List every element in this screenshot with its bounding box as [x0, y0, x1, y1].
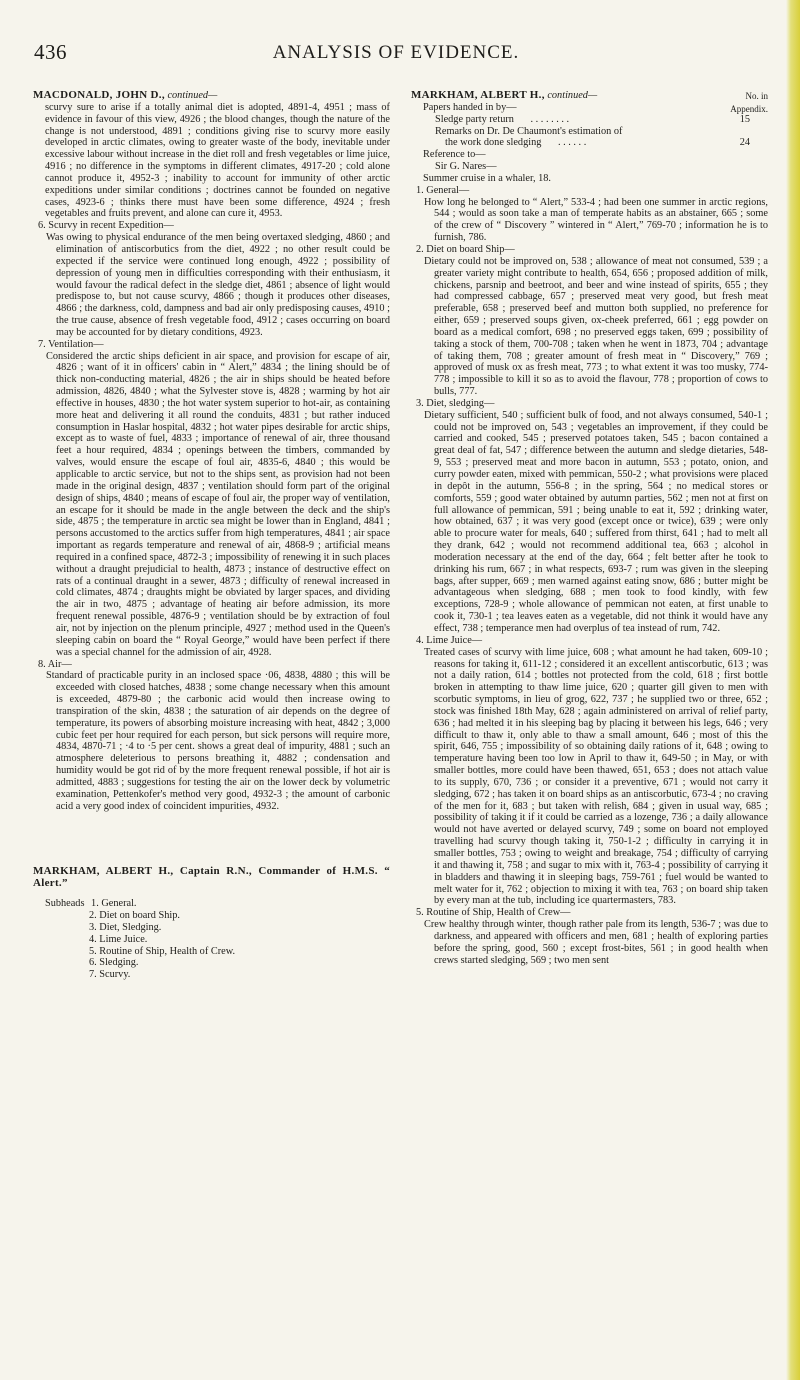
reference-title: Reference to— [423, 149, 486, 161]
reference-body: Sir G. Nares— [435, 161, 497, 173]
section-body-2: Dietary could not be improved on, 538 ; allowance of meat not consumed, 539 ; a greater variety might contribute to health, 654, 656 ; proposed addition of milk, chickens, parsnip and beetroot, and beer and wine instead of spirits, 655 ; they had compressed cabbage, 657 ; preserved meat very good, but fresh meat preferable, 658 ; preserved beef and mutton both supplied, no preference for either, 659 ; preserved soups given, ox-cheek preferred, 661 ; egg powder on board as a medical comfort, 698 ; no preserved eggs taken, 699 ; possibility of taking a stock of them, 700-708 ; taken when he went in 1873, 704 ; advantage of taking them, 708 ; greater amount of fresh meat in “ Discovery,” 769 ; approved of musk ox as fresh meat, 773 ; to what extent it was too musky, 774-778 ; impossible to kill it so as to avoid the flavour, 778 ; proportion of cows to bulls, 777. [424, 255, 768, 398]
section-title-1: 1. General— [416, 184, 470, 196]
section-title-8: 8. Air— [38, 658, 72, 670]
entry-continued: continued— [167, 90, 218, 101]
entry-heading-macdonald [33, 90, 390, 102]
section-body-6: Was owing to physical endurance of the men being overtaxed sledging, 4860 ; and elimination of antiscorbutics from the diet, 4922 ; no other result could be expected if the service were continued long enough, 4922 ; possibility of depression of young men in difficulties corresponding with their enthusiasm, it would favour the radical defect in the sledge diet, 4861 ; absence of light would predispose to, but not cause scurvy, 4866 ; though it produces other diseases, 4866 ; the darkness, cold, dampness and bad air only predisposing causes, 4910 ; the true cause, absence of fresh vegetable food, 4912 ; cases occurring on board may be accounted for by dietary conditions, 4923. [46, 232, 390, 338]
paper-row [411, 137, 768, 149]
section-title-6: 6. Scurvy in recent Expedition— [38, 220, 174, 232]
entry-heading-markham [33, 866, 390, 890]
section-title-7: 7. Ventilation— [38, 338, 104, 350]
subhead-item: 6. Sledging. [89, 957, 139, 969]
entry-name: MACDONALD, JOHN D., [33, 89, 165, 101]
section-body-7: Considered the arctic ships deficient in air space, and provision for escape of air, 4826 ; want of it in officers' cabin in “ Alert,” 4834 ; the lining should be of thick non-conducting material, 4826 ; the air in ships should be heated before admission, 4826, 4840 ; what the Sylvester stove is, 4828 ; warming by hot air effective in houses, 4830 ; the hot water system superior to hot-air, as containing more heat and delivering it all round the conduits, 4831 ; but rather induced consumption in Haslar hospital, 4832 ; hot water pipes desirable for arctic ships, except as to waste of fuel, 4833 ; importance of renewal of air, three thousand feet a hour required, 4834 ; openings between the timbers, commanded by valves, would ensure the escape of foul air, 4835-6, 4840 ; this would be applicable to arctic service, but not to the ships sent, as provision had not been made in the original design, 4837 ; ventilation should form part of the original design of ships, 4840 ; means of escape of foul air, the proper way of ventilation, an escape for it should be made in the angle between the deck and the ship's side, 4875 ; the temperature in arctic sea might be lower than in England, 4841 ; persons accustomed to the arctics suffer from high temperatures, 4841 ; air space important as regards temperature and renewal of air, 4868-9 ; artificial means required in a confined space, 4872-3 ; impossibility of renewing it in such places without a draught prejudicial to health, 4873 ; instance of destructive effect on rats of a continual draught in a sewer, 4873 ; difficulty of renewal increased in cold climates, 4874 ; draughts might be obviated by larger spaces, and dividing the air in two, 4875 ; advantage of heating air before admission, its more frequent renewal possible, 4876-9 ; ventilation should be by extraction of foul air, not by injection on the plenum principle, 4927 ; method used in the Queen's sleeping cabin on board the “ Royal George,” would have been perfect if there was a special channel for the admission of air, 4928. [46, 350, 390, 658]
subheads-label: Subheads [45, 898, 85, 910]
section-title-2: 2. Diet on board Ship— [416, 243, 515, 255]
page-edge-shading [786, 0, 800, 1380]
continued-heading-row [411, 90, 768, 102]
subhead-item: 4. Lime Juice. [89, 933, 148, 945]
subheads-first-row [45, 898, 390, 910]
subhead-item: 2. Diet on board Ship. [89, 910, 180, 921]
paper-label: the work done sledging [445, 137, 542, 149]
section-body-4: Treated cases of scurvy with lime juice, 608 ; what amount he had taken, 609-10 ; reasons for taking it, 611-12 ; considered it an excellent antiscorbutic, 613 ; was not a daily ration, 614 ; bottles not protected from the cold, 618 ; first bottle broken in attempting to thaw lime juice, 620 ; quarter gill given to men with scorbutic symptoms, in lieu of grog, 622, 737 ; he supplied two or three, 652 ; stock was finished 18th May, 628 ; again administered on arrival of relief party, 636 ; had melted it in his sleeping bag by placing it between his legs, 646 ; very difficult to thaw it, only able to thaw a small amount, 646 ; most of this the spirit, 646, 755 ; impossibility of so obtaining daily rations of it, 648 ; owing to temperature having been too low in April to thaw it, 649-50 ; in May, or with smaller bottles, more could have been thawed, 651, 653 ; does not attach value to its supply, 670, 736 ; or consider it a preventive, 671 ; would not carry it sledging, 672 ; has taken it on board ships as an antiscorbutic, 673-4 ; no craving of the men for it, 683 ; but taken with relish, 684 ; given in usual way, 685 ; possibility of taking it if it could be carried as a lozenge, 736 ; a daily allowance would not have averted or delayed scurvy, 749 ; some on board not employed travelling had scurvy though taking it, 750-1-2 ; difficulty in carrying it in smaller bottles, 753 ; owing to weight and breakage, 754 ; difficulty of carrying it and thawing it, 758 ; and sugar to mix with it, 763-4 ; possibility of carrying it in bladders and thawing it in sleeping bags, 759-761 ; fuel would be wanted to melt water for it, 762 ; objection to mixing it with tea, 763 ; on board ship taken by every man at the tub, including ice quartermasters, 783. [424, 646, 768, 907]
section-body-3: Dietary sufficient, 540 ; sufficient bulk of food, and not always consumed, 540-1 ; could not be improved on, 543 ; vegetables an improvement, if they could be carried and cooked, 545 ; preserved potatoes taken, 545 ; bacon contained a great deal of fat, 547 ; difference between the autumn and sledge dietaries, 548-9, 553 ; preserved meat and more bacon in autumn, 553 ; potato, onion, and curry powder eaten, mixed with pemmican, 550-2 ; what provisions were placed in depôt in the autumn, 556-8 ; in the spring, 564 ; no medical stores or comforts, 559 ; good water obtained by autumn parties, 562 ; men not at first on full allowance of pemmican, 591 ; being unable to eat it, 592 ; drinking water, how obtained, 637 ; it was very good (except once or twice), 639 ; were only able to procure water for meals, 640 ; suffered from thirst, 641 ; had to melt all they drank, 642 ; would not recommend additional tea, 663 ; alcohol in moderation necessary at the end of the day, 664 ; felt better after he took to drinking his rum, 667 ; in what respects, 693-7 ; rum was given in the sleeping bags, after supper, 669 ; men warned against eating snow, 686 ; butter might be advantageous when sledging, 688 ; men took to food kindly, with few exceptions, 728-9 ; whole allowance of pemmican not eaten, at first unable to cook it, 730-1 ; tea leaves eaten as a vegetable, did not think it would have any effect, 738 ; temperance men had overplus of tea instead of rum, 742. [424, 409, 768, 634]
section-title-5: 5. Routine of Ship, Health of Crew— [416, 907, 571, 919]
section-body-8: Standard of practicable purity in an inclosed space ·06, 4838, 4880 ; this will be exceeded with closed hatches, 4838 ; some change necessary when this amount is exceeded, 4879-80 ; the carbonic acid would then increase owing to transpiration of the skin, 4838 ; the saturation of air depends on the degree of temperature, its powers of absorbing moisture increasing with heat, 4842 ; 3,000 cubic feet per hour required for each person, but sick persons will require more, 4834, 4870-71 ; ·4 to ·5 per cent. shows a great deal of impurity, 4881 ; such an atmosphere deleterious to persons breathing it, 4882 ; condensation and humidity would be got rid of by the more frequent renewal possible, if hot air is admitted, 4883 ; suggestions for testing the air on the lower deck by volumetric examination, Pettenkofer's method very good, 4932-3 ; the amount of carbonic acid a very good index of coincident impurities, 4932. [46, 670, 390, 812]
paper-appendix-number: 24 [739, 137, 750, 149]
entry-name-markham: MARKHAM, ALBERT H., Captain R.N., Commander of H.M.S. “ Alert.” [33, 865, 390, 890]
entry-heading-markham-cont [411, 90, 768, 102]
papers-title: Papers handed in by— [423, 101, 517, 113]
subhead-item: 5. Routine of Ship, Health of Crew. [89, 945, 236, 957]
entry-intro: scurvy sure to arise if a totally animal diet is adopted, 4891-4, 4951 ; mass of evidence in favour of this view, 4926 ; the blood changes, though the nature of the change is not understood, 4891 ; conditions giving rise to scurvy more easily developed in arctic climates, owing to greater waste of the body, inevitable under excessive labour without increase in the diet roll and fresh vegetables or lime juice, 4916 ; no difference in the symptoms in different climates, 4917-20 ; cold alone cannot produce it, 4952-3 ; inability to account for immunity of other arctic expeditions under similar conditions ; doctrines cannot be founded on negative cases, 4923-6 ; thinks there must have been some difference, 4924 ; fresh vegetables and fruits prevent, and alone can cure it, 4953. [45, 101, 390, 220]
subheads-list [33, 898, 390, 981]
summer-cruise: Summer cruise in a whaler, 18. [423, 172, 551, 184]
paper-row [411, 126, 768, 138]
entry-gap [33, 812, 390, 866]
entry-name: MARKHAM, ALBERT H., [411, 89, 545, 101]
running-head: ANALYSIS OF EVIDENCE. [272, 42, 520, 63]
section-title-3: 3. Diet, sledging— [416, 397, 495, 409]
no-in-label: No. in [745, 91, 768, 101]
section-body-1: How long he belonged to “ Alert,” 533-4 ; had been one summer in arctic regions, 544 ; would as soon take a man of temperate habits as an abstainer, 665 ; some of the crew of “ Discovery ” wintered in “ Alert,” 769-70 ; information he is to furnish, 786. [424, 196, 768, 244]
subhead-item: 7. Scurvy. [89, 969, 131, 981]
paper-row [411, 114, 768, 126]
right-column [411, 90, 768, 966]
section-title-4: 4. Lime Juice— [416, 634, 483, 646]
section-body-5: Crew healthy through winter, though rather pale from its length, 536-7 ; was due to darkness, and appeared with officers and men, 681 ; health of exploring parties before the spring, good, 560 ; except frost-bites, 561 ; in good health when crews started sledging, 569 ; two men sent [424, 919, 768, 966]
subhead-item: 3. Diet, Sledging. [89, 921, 162, 933]
page-header [26, 40, 766, 66]
appendix-label: Appendix. [730, 103, 768, 114]
subhead-item: 1. General. [91, 898, 137, 910]
paper-leaders: . . . . . . [557, 137, 587, 149]
paper-label: Remarks on Dr. De Chaumont's estimation of [435, 125, 623, 137]
page-number: 436 [34, 40, 67, 64]
left-column [33, 90, 390, 981]
paper-appendix-number: 15 [739, 113, 750, 125]
papers-title-row [411, 102, 768, 114]
entry-continued: continued— [547, 90, 598, 101]
paper-leaders: . . . . . . . . [530, 113, 570, 125]
paper-label: Sledge party return [435, 113, 514, 125]
